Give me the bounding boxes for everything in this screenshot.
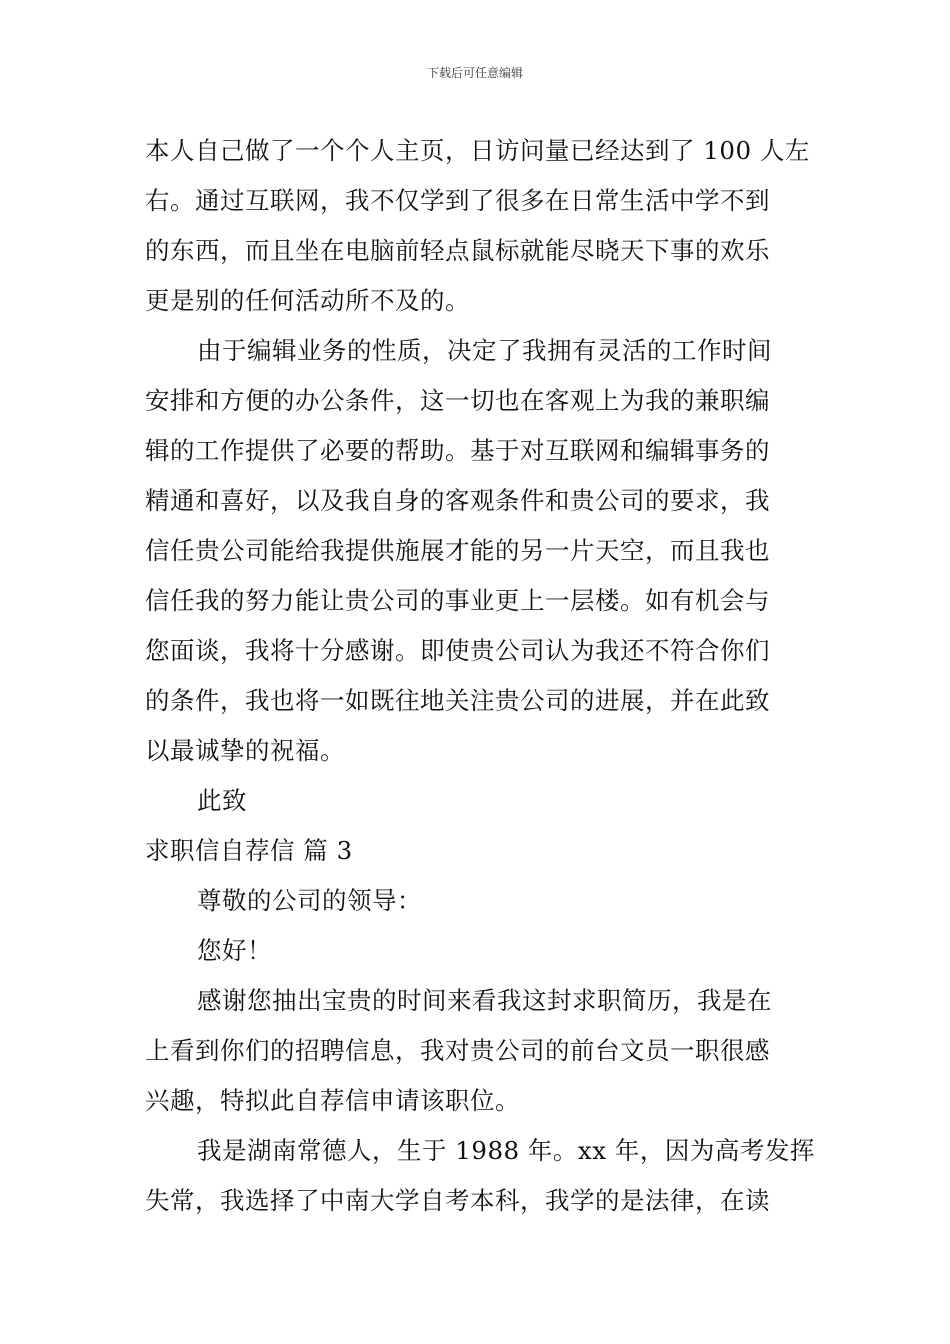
paragraph-start-line: 我是湖南常德人，生于 1988 年。xx 年，因为高考发挥 (197, 1136, 815, 1165)
closing-line: 此致 (197, 786, 247, 815)
text-line: 上看到你们的招聘信息，我对贵公司的前台文员一职很感 (145, 1036, 770, 1065)
text-line: 信任我的努力能让贵公司的事业更上一层楼。如有机会与 (145, 586, 770, 615)
page-header-note: 下载后可任意编辑 (426, 66, 523, 80)
paragraph-start-line: 感谢您抽出宝贵的时间来看我这封求职简历，我是在 (197, 986, 772, 1015)
text-line: 兴趣，特拟此自荐信申请该职位。 (145, 1086, 520, 1115)
text-line: 精通和喜好，以及我自身的客观条件和贵公司的要求，我 (145, 486, 770, 515)
text-line: 安排和方便的办公条件，这一切也在客观上为我的兼职编 (145, 386, 770, 415)
text-line: 以最诚挚的祝福。 (145, 736, 345, 765)
text-line: 右。通过互联网，我不仅学到了很多在日常生活中学不到 (145, 186, 770, 215)
document-body (145, 126, 815, 1226)
text-line: 的东西，而且坐在电脑前轻点鼠标就能尽晓天下事的欢乐 (145, 236, 770, 265)
text-line: 失常，我选择了中南大学自考本科，我学的是法律，在读 (145, 1186, 770, 1215)
text-line: 您面谈，我将十分感谢。即使贵公司认为我还不符合你们 (145, 636, 770, 665)
greeting-line: 您好！ (197, 936, 272, 965)
text-line: 更是别的任何活动所不及的。 (145, 286, 470, 315)
section-title: 求职信自荐信 篇 3 (145, 836, 353, 865)
paragraph-start-line: 由于编辑业务的性质，决定了我拥有灵活的工作时间 (197, 336, 772, 365)
salutation-line: 尊敬的公司的领导： (197, 886, 422, 915)
text-line: 本人自己做了一个个人主页，日访问量已经达到了 100 人左 (145, 136, 810, 165)
text-line: 信任贵公司能给我提供施展才能的另一片天空，而且我也 (145, 536, 770, 565)
text-line: 辑的工作提供了必要的帮助。基于对互联网和编辑事务的 (145, 436, 770, 465)
text-line: 的条件，我也将一如既往地关注贵公司的进展，并在此致 (145, 686, 770, 715)
